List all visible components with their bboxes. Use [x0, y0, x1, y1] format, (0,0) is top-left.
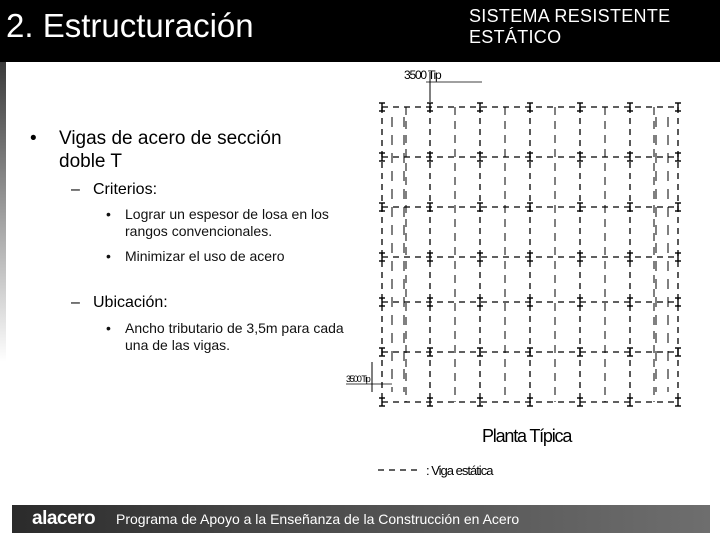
alacero-logo: alacero [32, 508, 96, 529]
footer-text: Programa de Apoyo a la Enseñanza de la Construcción en Acero [116, 511, 520, 527]
criterios-label: Criterios: [93, 181, 158, 198]
section-subtitle-line2: ESTÁTICO [469, 27, 562, 47]
bullet-dot-icon: • [106, 248, 111, 264]
header-bar [0, 0, 720, 62]
bullet-main-text: Vigas de acero de sección doble T [59, 128, 282, 172]
criterios-item-text: Minimizar el uso de acero [125, 248, 285, 264]
ubicacion-item-text: Ancho tributario de 3,5m para cada una de las vigas. [125, 320, 344, 353]
section-subtitle-line1: SISTEMA RESISTENTE [469, 6, 671, 26]
dash-icon: – [71, 181, 80, 198]
bullet-dot-icon: • [30, 128, 37, 149]
bullet-dot-icon: • [106, 320, 111, 336]
floor-plan-drawing [342, 62, 702, 487]
bullet-dot-icon: • [106, 206, 111, 222]
dash-icon: – [71, 294, 80, 311]
page-title: 2. Estructuración [6, 7, 254, 44]
ubicacion-label: Ubicación: [93, 294, 168, 311]
dimension-top-label: 3500 Tip [404, 68, 441, 82]
criterios-item-text: Lograr un espesor de losa en los rangos convencionales. [125, 206, 329, 239]
left-shade-decoration [0, 62, 6, 362]
plan-title: Planta Típica [482, 426, 572, 446]
section-subtitle [469, 6, 670, 48]
dimension-left-label: 3500 Tip [346, 374, 370, 384]
legend-text: : Viga estática [426, 463, 493, 478]
footer [0, 497, 720, 540]
plan-grid-lines [346, 72, 681, 406]
footer-bar [12, 505, 710, 533]
